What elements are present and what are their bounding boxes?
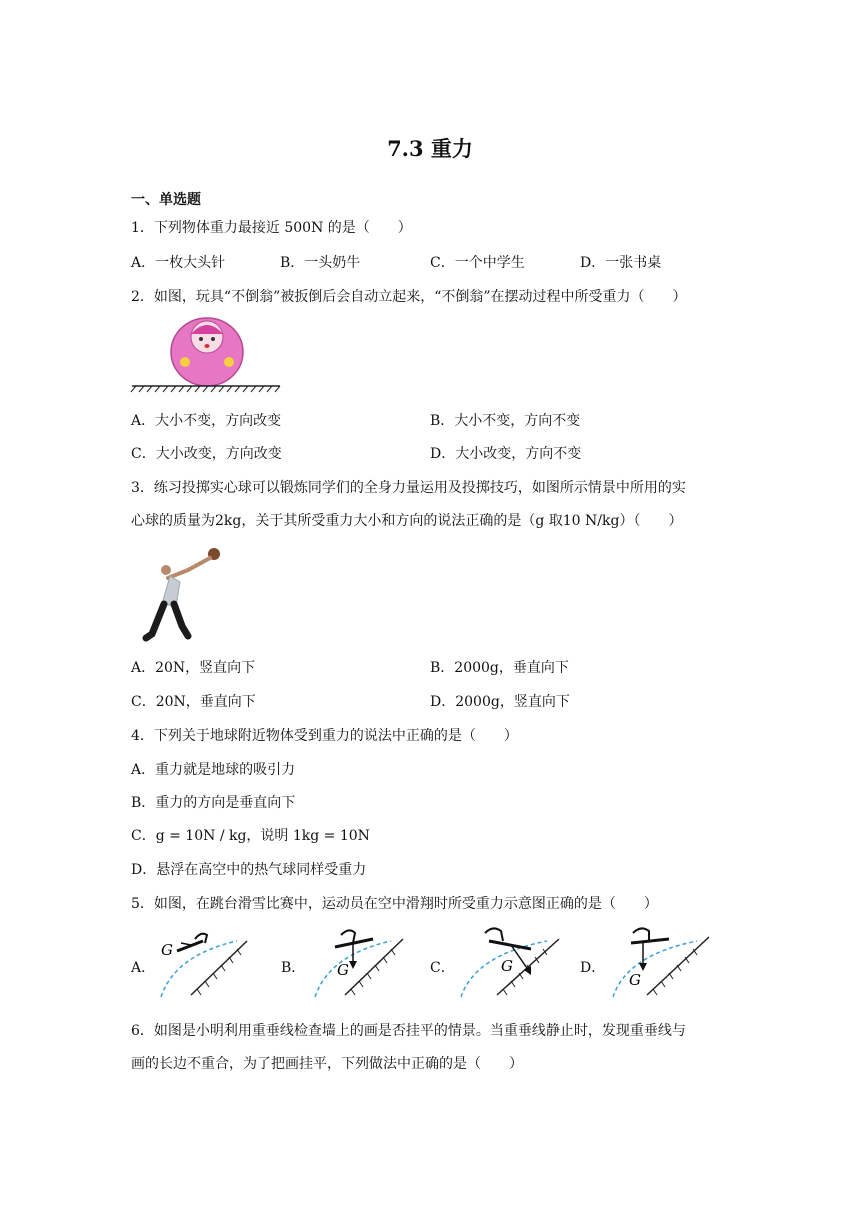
question-2-stem: 2．如图，玩具“不倒翁”被扳倒后会自动立起来，“不倒翁”在摆动过程中所受重力（ ） xyxy=(131,289,687,305)
q5-option-a: A． xyxy=(131,960,156,976)
q5-figure-a xyxy=(155,925,255,1000)
question-3-stem-line2: 心球的质量为2kg，关于其所受重力大小和方向的说法正确的是（g 取10 N/kg）（ ） xyxy=(131,513,683,529)
q4-option-b: B．重力的方向是垂直向下 xyxy=(131,795,296,811)
q4-option-a: A．重力就是地球的吸引力 xyxy=(131,762,296,778)
q5-a-g-label: G xyxy=(161,941,173,959)
q5-figure-c xyxy=(455,925,565,1000)
q1-option-d: D．一张书桌 xyxy=(580,255,662,271)
question-6-stem-line1: 6．如图是小明利用重垂线检查墙上的画是否挂平的情景。当重垂线静止时，发现重垂线与 xyxy=(131,1023,686,1039)
q1-option-a: A．一枚大头针 xyxy=(131,255,226,271)
section-heading: 一、单选题 xyxy=(131,192,201,208)
q5-c-g-label: G xyxy=(501,957,513,975)
q5-figure-d xyxy=(605,925,715,1000)
q4-option-d: D．悬浮在高空中的热气球同样受重力 xyxy=(131,862,367,878)
q1-option-b: B．一头奶牛 xyxy=(280,255,361,271)
q5-figure-b xyxy=(305,925,410,1000)
question-1-stem: 1．下列物体重力最接近 500N 的是（ ） xyxy=(131,220,412,236)
q2-option-a: A．大小不变，方向改变 xyxy=(131,413,282,429)
q2-option-d: D．大小改变，方向不变 xyxy=(430,446,582,462)
q2-option-b: B．大小不变，方向不变 xyxy=(430,413,581,429)
q5-option-c: C． xyxy=(430,960,455,976)
q3-option-b: B．2000g，垂直向下 xyxy=(430,660,569,676)
q5-option-b: B． xyxy=(281,960,306,976)
q3-option-c: C．20N，垂直向下 xyxy=(131,694,256,710)
q5-d-g-label: G xyxy=(629,971,641,989)
question-4-stem: 4．下列关于地球附近物体受到重力的说法中正确的是（ ） xyxy=(131,728,518,744)
tumbler-toy-figure xyxy=(130,312,285,396)
q5-option-d: D． xyxy=(580,960,606,976)
q3-option-d: D．2000g，竖直向下 xyxy=(430,694,570,710)
q3-option-a: A．20N，竖直向下 xyxy=(131,660,256,676)
question-3-stem-line1: 3．练习投掷实心球可以锻炼同学们的全身力量运用及投掷技巧，如图所示情景中所用的实 xyxy=(131,480,686,496)
q2-option-c: C．大小改变，方向改变 xyxy=(131,446,282,462)
question-5-stem: 5．如图，在跳台滑雪比赛中，运动员在空中滑翔时所受重力示意图正确的是（ ） xyxy=(131,896,658,912)
q5-b-g-label: G xyxy=(337,961,349,979)
q1-option-c: C．一个中学生 xyxy=(430,255,525,271)
question-6-stem-line2: 画的长边不重合，为了把画挂平，下列做法中正确的是（ ） xyxy=(131,1056,523,1072)
q4-option-c: C．g = 10N / kg，说明 1kg = 10N xyxy=(131,828,370,844)
shot-put-athlete-figure xyxy=(138,546,228,644)
page-title: 7.3 重力 xyxy=(387,136,473,161)
